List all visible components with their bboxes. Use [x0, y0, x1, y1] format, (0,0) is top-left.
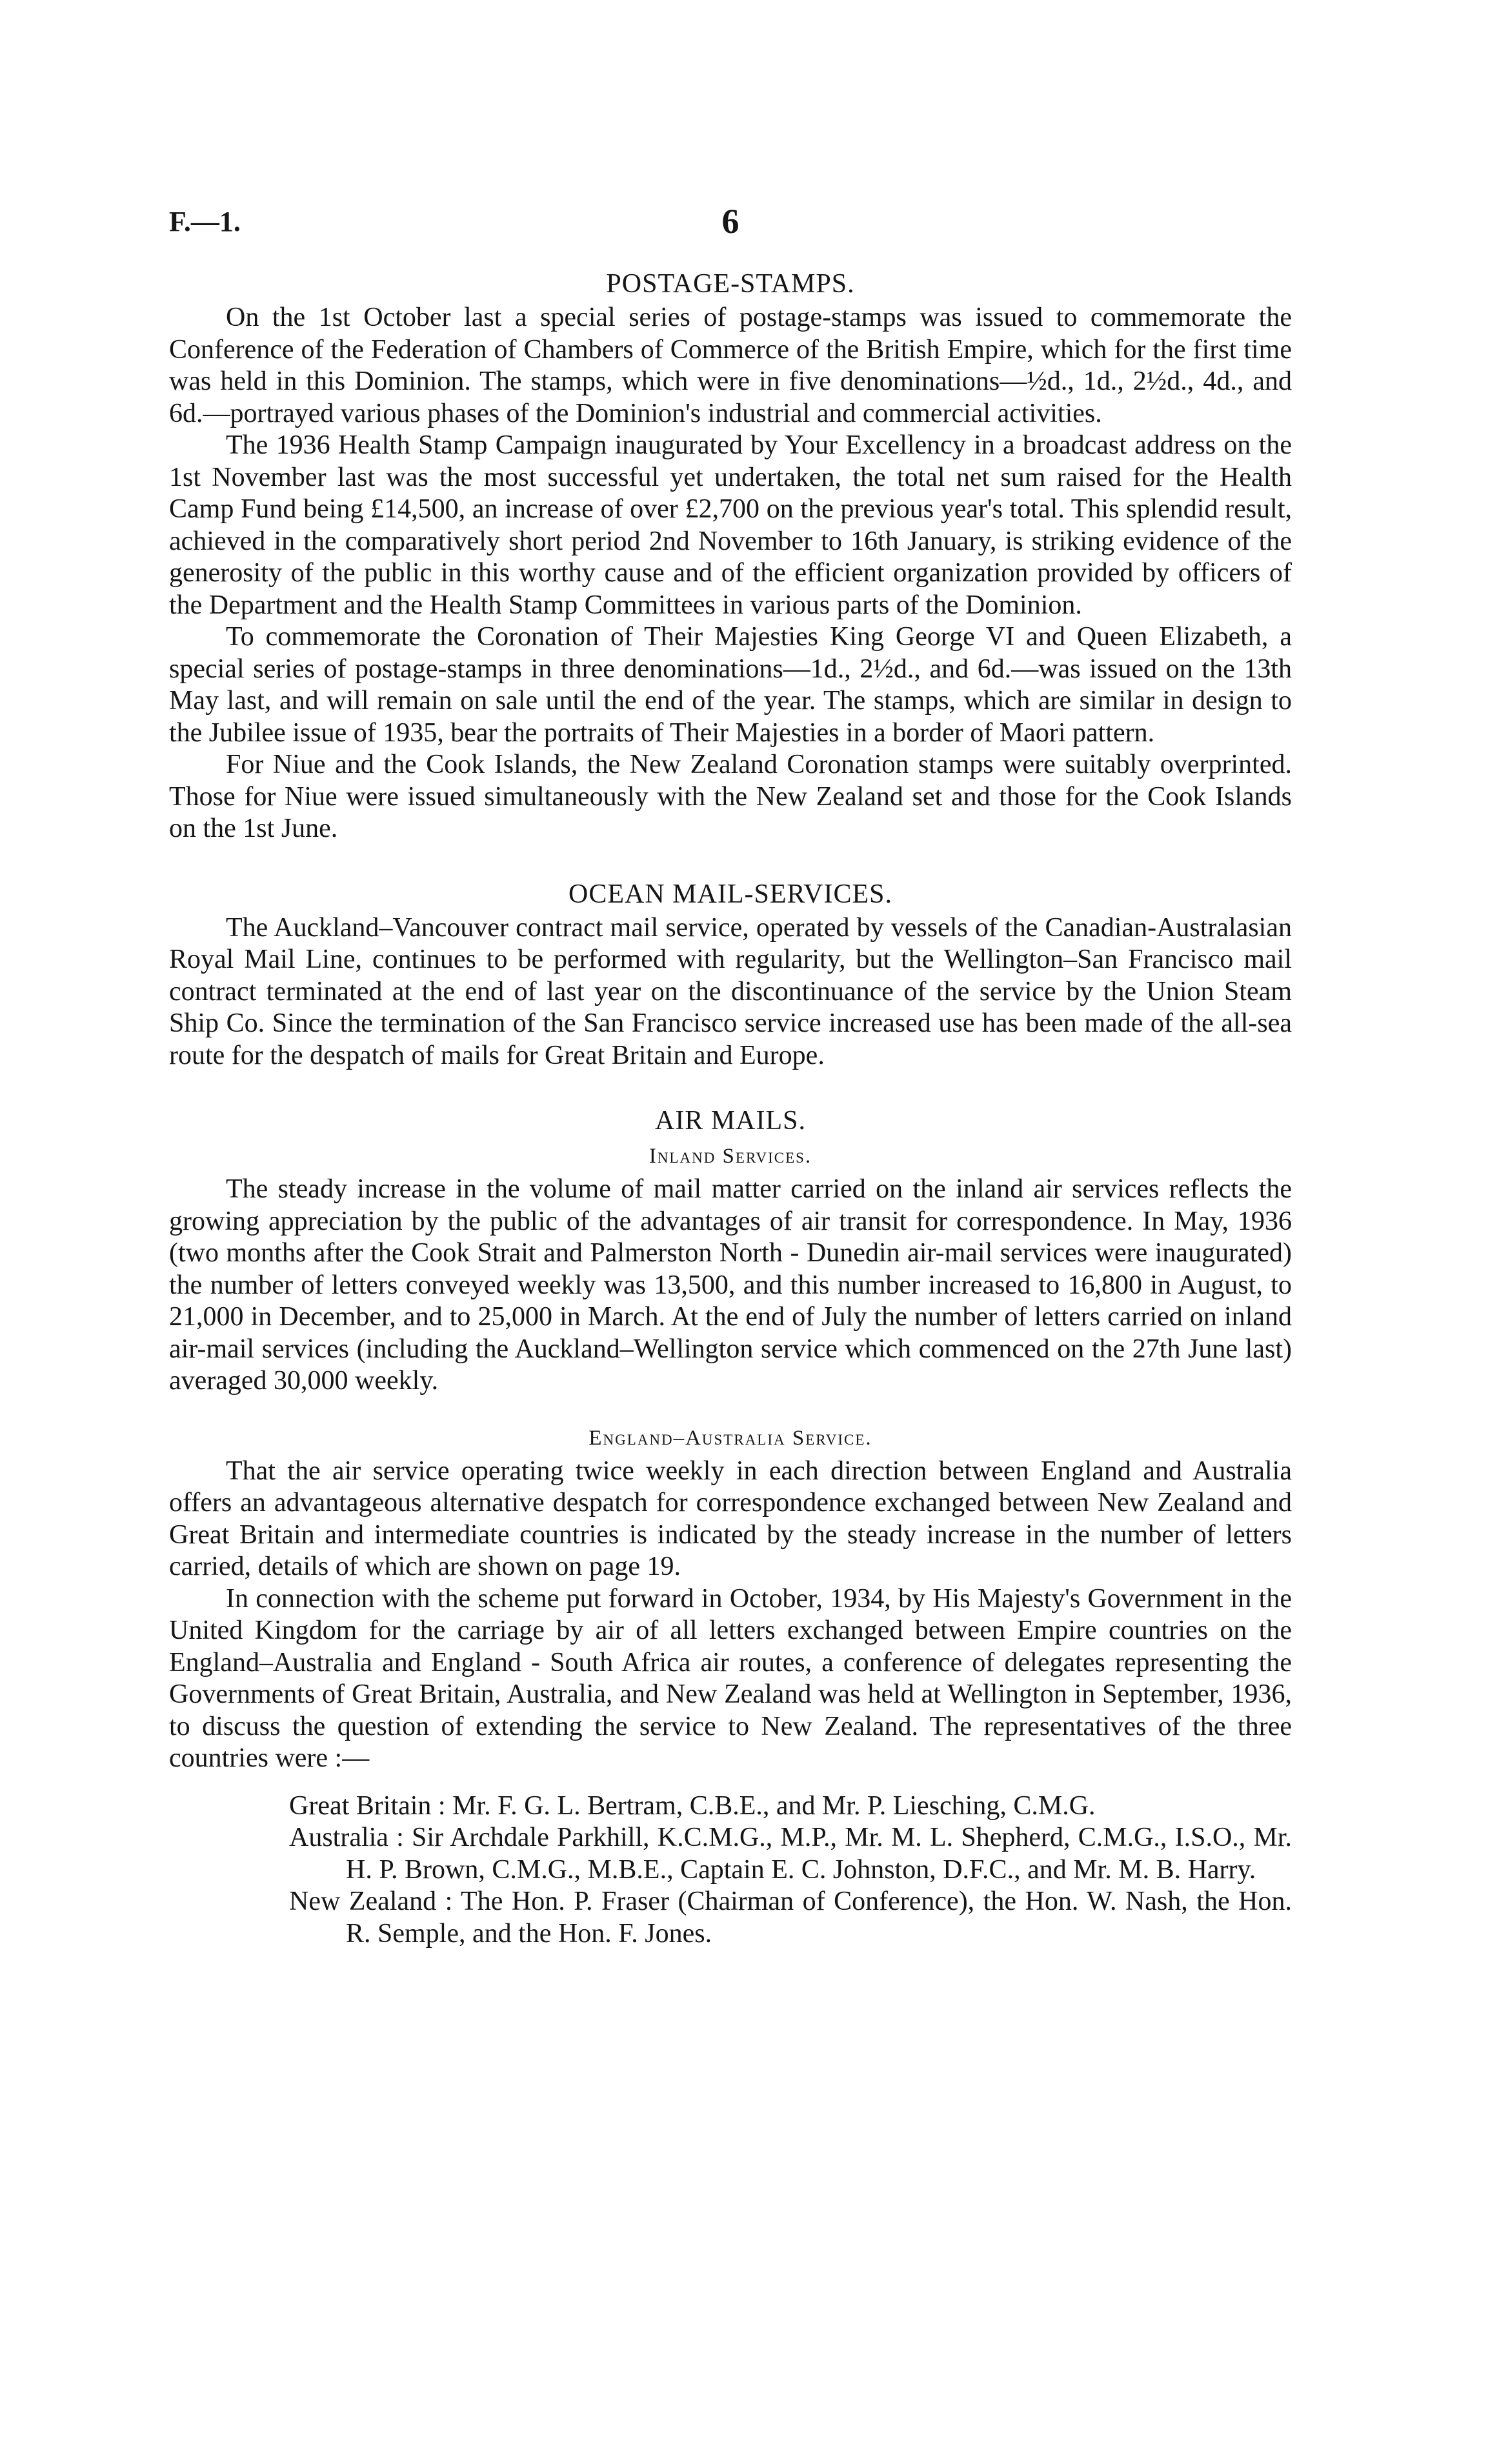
subsection-title: England–Australia Service.	[588, 1426, 872, 1450]
section-air-mails	[169, 1103, 1292, 1950]
subsection-title: Inland Services.	[648, 1145, 812, 1168]
representative-entry: Great Britain : Mr. F. G. L. Bertram, C.B.E., and Mr. P. Liesching, C.M.G.	[289, 1790, 1096, 1821]
paragraph: For Niue and the Cook Islands, the New Zealand Coronation stamps were suitably overprinted. Those for Niue were issued simultaneously with the New Zealand set and those for the Cook Islands on the 1st June.	[169, 750, 1292, 843]
paragraph: The 1936 Health Stamp Campaign inaugurated by Your Excellency in a broadcast address on the 1st November last was the most successful yet undertaken, the total net sum raised for the Health Camp Fund being £14,500, an increase of over £2,700 on the previous year's total. This splendid result, achieved in the comparatively short period 2nd November to 16th January, is striking evidence of the generosity of the public in this worthy cause and of the efficient organization provided by officers of the Department and the Health Stamp Committees in various parts of the Dominion.	[169, 430, 1292, 620]
section-title: OCEAN MAIL-SERVICES.	[568, 879, 892, 909]
page-number: 6	[721, 202, 739, 241]
paragraph: To commemorate the Coronation of Their Majesties King George VI and Queen Elizabeth, a special series of postage-stamps in three denominations—1d., 2½d., and 6d.—was issued on the 13th May last, and will remain on sale until the end of the year. The stamps, which are similar in design to the Jubilee issue of 1935, bear the portraits of Their Majesties in a border of Maori pattern.	[169, 622, 1292, 748]
section-ocean-mail	[169, 876, 1292, 1072]
paragraph: The Auckland–Vancouver contract mail service, operated by vessels of the Canadian-Australasian Royal Mail Line, continues to be performed with regularity, but the Wellington–San Francisco mail contract terminated at the end of last year on the discontinuance of the service by the Union Steam Ship Co. Since the termination of the San Francisco service increased use has been made of the all-sea route for the despatch of mails for Great Britain and Europe.	[169, 912, 1292, 1070]
section-postage-stamps	[169, 266, 1292, 845]
paragraph: The steady increase in the volume of mail matter carried on the inland air services reflects the growing appreciation by the public of the advantages of air transit for correspondence. In May, 1936 (two months after the Cook Strait and Palmerston North - Dunedin air-mail services were inaugurated) the number of letters conveyed weekly was 13,500, and this number increased to 16,800 in August, to 21,000 in December, and to 25,000 in March. At the end of July the number of letters carried on inland air-mail services (including the Auckland–Wellington service which commenced on the 27th June last) averaged 30,000 weekly.	[169, 1174, 1292, 1396]
section-title: POSTAGE-STAMPS.	[606, 269, 855, 299]
page-header	[169, 202, 1292, 250]
representative-entry: Australia : Sir Archdale Parkhill, K.C.M.G., M.P., Mr. M. L. Shepherd, C.M.G., I.S.O., Mr. H. P. Brown, C.M.G., M.B.E., Captain E. C. Johnston, D.F.C., and Mr. M. B. Harry.	[289, 1823, 1292, 1885]
section-title: AIR MAILS.	[654, 1106, 806, 1136]
representative-entry: New Zealand : The Hon. P. Fraser (Chairman of Conference), the Hon. W. Nash, the Hon. R. Semple, and the Hon. F. Jones.	[289, 1887, 1292, 1948]
page-content	[169, 266, 1292, 1950]
paragraph: In connection with the scheme put forward in October, 1934, by His Majesty's Government in the United Kingdom for the carriage by air of all letters exchanged between Empire countries on the England–Australia and England - South Africa air routes, a conference of delegates representing the Governments of Great Britain, Australia, and New Zealand was held at Wellington in September, 1936, to discuss the question of extending the service to New Zealand. The representatives of the three countries were :—	[169, 1583, 1292, 1773]
document-id: F.—1.	[169, 206, 241, 237]
paragraph: On the 1st October last a special series of postage-stamps was issued to commemorate the Conference of the Federation of Chambers of Commerce of the British Empire, which for the first time was held in this Dominion. The stamps, which were in five denominations—½d., 1d., 2½d., 4d., and 6d.—portrayed various phases of the Dominion's industrial and commercial activities.	[169, 303, 1292, 428]
paragraph: That the air service operating twice weekly in each direction between England and Australia offers an advantageous alternative despatch for correspondence exchanged between New Zealand and Great Britain and intermediate countries is indicated by the steady increase in the number of letters carried, details of which are shown on page 19.	[169, 1456, 1292, 1581]
